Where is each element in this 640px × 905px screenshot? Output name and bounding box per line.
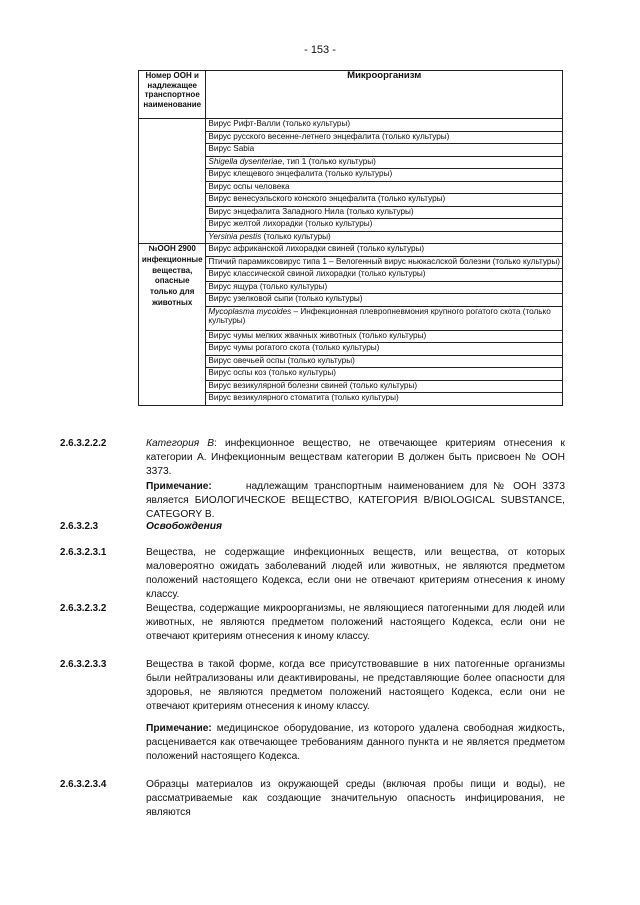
microorganism-note: , тип 1 (только культуры)	[282, 156, 376, 166]
section-text: Вещества, не содержащие инфекционных веществ, или вещества, от которых маловероятно ожидать заболеваний людей или животных, не являются предметом положений настоящего Кодекса, если они не отвечают критериям отнесения к иному классу.	[146, 547, 565, 600]
microorganism-cell: Вирус Рифт-Валли (только культуры)	[206, 119, 563, 132]
table-body	[139, 119, 563, 406]
microorganism-cell: Вирус оспы человека	[206, 181, 563, 194]
microorganism-note: (только культуры)	[261, 231, 331, 241]
microorganism-table	[138, 70, 563, 406]
microorganism-cell: Вирус чумы мелких жвачных животных (только культуры)	[206, 330, 563, 343]
microorganism-cell: Вирус оспы коз (только культуры)	[206, 368, 563, 381]
note-body: медицинское оборудование, из которого удалена свободная жидкость, расценивается как отвечающее требованиям данного пункта и не является предметом положений настоящего Кодекса.	[146, 723, 565, 762]
microorganism-cell: Вирус желтой лихорадки (только культуры)	[206, 219, 563, 232]
microorganism-cell: Вирус чумы рогатого скота (только культуры)	[206, 343, 563, 356]
header-un-number: Номер ООН и надлежащее транспортное наименование	[139, 71, 206, 119]
microorganism-cell: Вирус ящура (только культуры)	[206, 281, 563, 294]
microorganism-cell: Вирус венесуэльского конского энцефалита (только культуры)	[206, 194, 563, 207]
microorganism-cell: Вирус русского весенне-летнего энцефалита (только культуры)	[206, 131, 563, 144]
section-2-6-3-2-3-1	[60, 546, 565, 602]
category-b-term: Категория В	[146, 438, 215, 449]
microorganism-latin-name: Shigella dysenteriae	[208, 156, 283, 166]
section-text: Вещества в такой форме, когда все присутствовавшие в них патогенные организмы были нейтрализованы или деактивированы, не представляющие более опасности для здоровья, не являются предметом положений настоящего Кодекса, если они не отвечают критериям отнесения к иному классу.	[146, 659, 565, 712]
section-number: 2.6.3.2.2.2	[60, 438, 107, 449]
section-number: 2.6.3.2.3.4	[60, 779, 107, 790]
microorganism-cell: Вирус везикулярного стоматита (только культуры)	[206, 393, 563, 406]
table-row	[139, 244, 563, 257]
page-number: - 153 -	[304, 44, 336, 56]
microorganism-cell: Вирус везикулярной болезни свиней (только культуры)	[206, 380, 563, 393]
microorganism-cell: Вирус Sabia	[206, 144, 563, 157]
microorganism-cell	[206, 231, 563, 244]
un-number-cell	[139, 119, 206, 244]
microorganism-cell: Вирус узелковой сыпи (только культуры)	[206, 294, 563, 307]
section-2-6-3-2-3	[60, 520, 565, 534]
microorganism-cell: Вирус клещевого энцефалита (только культуры)	[206, 169, 563, 182]
microorganism-latin-name: Yersinia pestis	[208, 231, 262, 241]
note-label: Примечание:	[146, 723, 212, 734]
section-number: 2.6.3.2.3.3	[60, 659, 107, 670]
microorganism-cell	[206, 156, 563, 169]
microorganism-cell: Вирус овечьей оспы (только культуры)	[206, 355, 563, 368]
microorganism-latin-name: Mycoplasma mycoides	[208, 306, 292, 316]
section-title: Освобождения	[146, 521, 222, 532]
note-un3373	[60, 480, 565, 522]
section-text: Вещества, содержащие микроорганизмы, не являющиеся патогенными для людей или животных, не являются предметом положений настоящего Кодекса, если они не отвечают критериям отнесения к иному классу.	[146, 603, 565, 642]
microorganism-cell: Птичий парамиксовирус типа 1 – Велогенный вирус ньюкаслской болезни (только культуры)	[206, 256, 563, 269]
note-text	[146, 480, 565, 522]
section-text	[146, 437, 565, 479]
section-number: 2.6.3.2.3	[60, 521, 99, 532]
note-body: надлежащим транспортным наименованием для № ООН 3373 является БИОЛОГИЧЕСКОЕ ВЕЩЕСТВО, КАТЕГОРИЯ B/BIOLOGICAL SUBSTANCE, CATEGORY B.	[146, 481, 565, 520]
table-header-row	[139, 71, 563, 119]
section-number: 2.6.3.2.3.2	[60, 603, 107, 614]
note-text	[146, 722, 565, 764]
section-2-6-3-2-3-4	[60, 778, 565, 820]
section-2-6-3-2-3-3	[60, 658, 565, 714]
section-2-6-3-2-3-2	[60, 602, 565, 644]
un-number-cell: №ООН 2900 инфекционные вещества, опасные только для животных	[139, 244, 206, 406]
microorganism-note: – Инфекционная плевропневмония крупного рогатого скота (только культуры)	[208, 306, 551, 325]
microorganism-cell	[206, 306, 563, 330]
table-row	[139, 119, 563, 132]
microorganism-cell: Вирус энцефалита Западного Нила (только культуры)	[206, 206, 563, 219]
section-number: 2.6.3.2.3.1	[60, 547, 107, 558]
microorganism-cell: Вирус классической свиной лихорадки (только культуры)	[206, 269, 563, 282]
note-medical-equipment	[60, 722, 565, 764]
section-2-6-3-2-2-2	[60, 437, 565, 479]
note-label: Примечание:	[146, 481, 212, 492]
microorganism-cell: Вирус африканской лихорадки свиней (только культуры)	[206, 244, 563, 257]
category-b-text: : инфекционное вещество, не отвечающее критериям отнесения к категории А. Инфекционным веществам категории В должен быть присвоен № ООН 3373.	[146, 438, 565, 477]
header-microorganism: Микроорганизм	[206, 71, 563, 119]
section-text: Образцы материалов из окружающей среды (включая пробы пищи и воды), не рассматриваемые как создающие значительную опасность инфицирования, не являются	[146, 779, 565, 818]
